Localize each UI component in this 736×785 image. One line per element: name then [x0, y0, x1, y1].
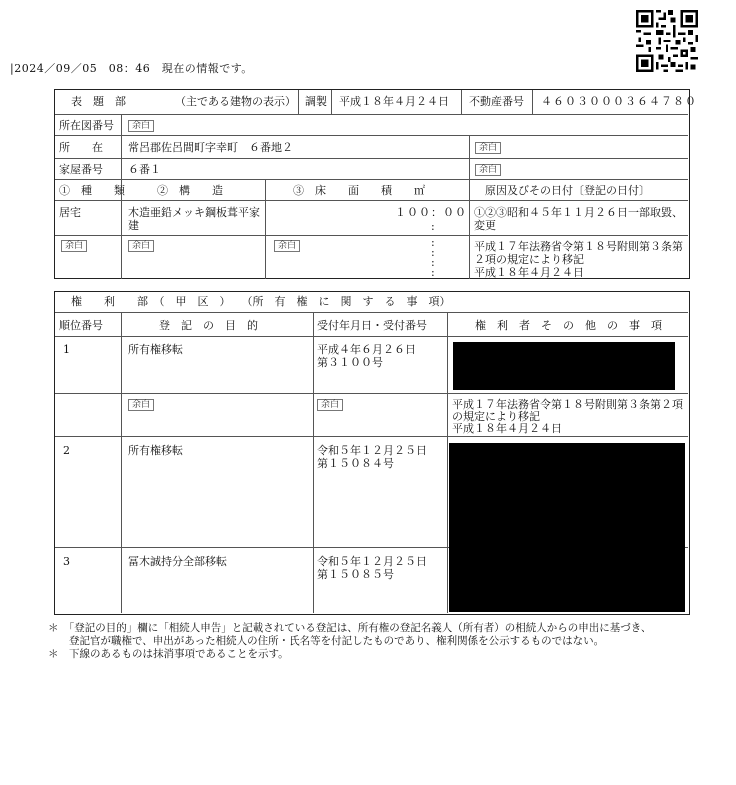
redacted-block	[453, 342, 675, 390]
kenri-title: 権 利 部 （ 甲 区 ） （所 有 権 に 関 す る 事 項）	[71, 295, 451, 308]
col-mokuteki-header: 登 記 の 目 的	[159, 319, 258, 332]
row2-genin-line1: 平成１７年法務省令第１８号附則第３条第	[474, 240, 683, 253]
row2-genin-line3: 平成１８年４月２４日	[474, 266, 584, 279]
kaoku-yohaku: 余白	[475, 164, 501, 176]
col-menseki-header: ③ 床 面 積 ㎡	[293, 184, 425, 197]
entry3-junni: 3	[63, 555, 70, 568]
hyodai-subtitle: （主である建物の表示）	[175, 95, 296, 108]
row1-genin-line1: ①②③昭和４５年１１月２６日一部取毀、	[474, 206, 683, 219]
row2-shurui-yohaku: 余白	[61, 240, 87, 252]
col-kozo-header: ② 構 造	[157, 184, 223, 197]
entry2-mokuteki: 所有権移転	[128, 444, 183, 457]
row1-genin-line2: 変更	[474, 219, 496, 232]
timestamp-line: |2024／09／05 08：46 現在の情報です。	[10, 62, 253, 75]
shozaizu-label: 所在図番号	[59, 119, 114, 132]
footnote-2: ＊ 下線のあるものは抹消事項であることを示す。	[48, 648, 289, 660]
footnote-1-line2: 登記官が職権で、申出があった相続人の住所・氏名等を付記したものであり、権利関係を公示するものではない。	[48, 635, 605, 647]
redacted-block	[449, 443, 685, 612]
row1-kozo-line2: 建	[128, 219, 139, 232]
entry1-uketsuke-number: 第３１００号	[317, 356, 383, 369]
menseki-colons-2: : : : :	[431, 236, 435, 279]
row2-kozo-yohaku: 余白	[128, 240, 154, 252]
hyodai-title: 表 題 部	[71, 95, 126, 108]
entry1-mokuteki: 所有権移転	[128, 343, 183, 356]
fudosan-label: 不動産番号	[469, 95, 524, 108]
chosei-label: 調製	[305, 95, 327, 108]
kaoku-label: 家屋番号	[59, 163, 103, 176]
shozai-label: 所 在	[59, 141, 103, 154]
entry3-uketsuke-number: 第１５０８５号	[317, 568, 394, 581]
entry3-mokuteki: 冨木誠持分全部移転	[128, 555, 227, 568]
row1-shurui: 居宅	[59, 206, 81, 219]
col-kenrisha-header: 権 利 者 そ の 他 の 事 項	[475, 319, 662, 332]
col-shurui-header: ① 種 類	[59, 184, 125, 197]
entry1b-kenrisha-line2: の規定により移記	[452, 410, 540, 423]
entry1b-kenrisha-line3: 平成１８年４月２４日	[452, 422, 562, 435]
kaoku-value: ６番１	[128, 163, 161, 176]
entry2-uketsuke-number: 第１５０８４号	[317, 457, 394, 470]
kenri-section	[54, 291, 690, 615]
hyodai-section	[54, 89, 697, 279]
qr-code-icon	[636, 10, 698, 72]
chosei-date: 平成１８年４月２４日	[339, 95, 449, 108]
row2-genin-line2: ２項の規定により移記	[474, 253, 584, 266]
entry2-junni: 2	[63, 444, 70, 457]
row2-menseki-yohaku: 余白	[274, 240, 300, 252]
shozai-yohaku: 余白	[475, 142, 501, 154]
fudosan-number: ４６０３０００３６４７８０	[541, 95, 697, 108]
entry2-uketsuke-date: 令和５年１２月２５日	[317, 444, 427, 457]
col-junni-header: 順位番号	[59, 319, 103, 332]
entry1-uketsuke-date: 平成４年６月２６日	[317, 343, 416, 356]
entry1b-uketsuke-yohaku: 余白	[317, 399, 343, 411]
row1-menseki: １００：００	[395, 206, 467, 219]
shozaizu-yohaku: 余白	[128, 120, 154, 132]
menseki-colon-1: :	[431, 220, 435, 233]
entry3-uketsuke-date: 令和５年１２月２５日	[317, 555, 427, 568]
entry1b-kenrisha-line1: 平成１７年法務省令第１８号附則第３条第２項	[452, 398, 683, 411]
footnote-1-line1: ＊ 「登記の目的」欄に「相続人申告」と記載されている登記は、所有権の登記名義人（所有者）の相続人からの申出に基づき、	[48, 622, 652, 634]
col-uketsuke-header: 受付年月日・受付番号	[317, 319, 427, 332]
col-genin-header: 原因及びその日付〔登記の日付〕	[485, 184, 650, 197]
row1-kozo-line1: 木造亜鉛メッキ鋼板葺平家	[128, 206, 260, 219]
entry1b-mokuteki-yohaku: 余白	[128, 399, 154, 411]
shozai-value: 常呂郡佐呂間町字幸町 ６番地２	[128, 141, 293, 154]
entry1-junni: 1	[63, 343, 70, 356]
